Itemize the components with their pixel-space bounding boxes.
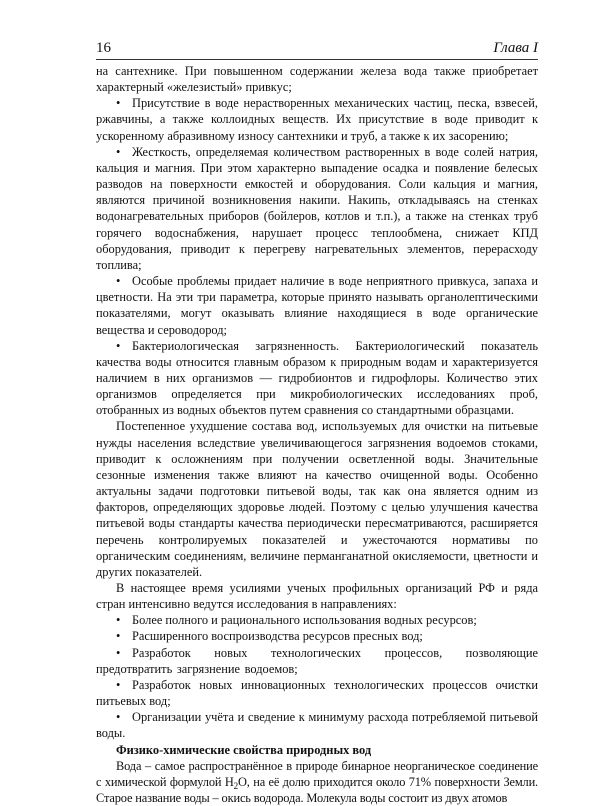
list-item: • Разработок новых инновационных технологических процессов очистки питьевых вод; [96, 677, 538, 709]
bullet: • [116, 710, 121, 725]
list-item: • Присутствие в воде нерастворенных механических частиц, песка, взвесей, ржавчины, а также коллоидных веществ. Их присутствие в воде приводит к ускоренному абразивному износу сантехники и труб, а также к их засорению; [96, 96, 538, 143]
bullet: • [116, 629, 121, 644]
bullet: • [116, 96, 121, 111]
bullet: • [116, 613, 121, 628]
list-item: • Организации учёта и сведение к минимуму расхода потребляемой питьевой воды. [96, 710, 538, 741]
bullet: • [116, 144, 121, 159]
chapter-title: Глава I [493, 40, 538, 56]
section-heading: Физико-химические свойства природных вод [116, 742, 372, 757]
bullet: • [116, 645, 121, 660]
bullet: • [116, 274, 121, 289]
subscript: 2 [233, 780, 238, 791]
list-item: • Более полного и рационального использования водных ресурсов; [116, 613, 477, 628]
page-header [96, 38, 538, 58]
paragraph: на сантехнике. При повышенном содержании железа вода также приобретает характерный «железистый» привкус; [96, 64, 538, 95]
paragraph: В настоящее время усилиями ученых профильных организаций РФ и ряда стран интенсивно ведутся исследования в направлениях: [96, 581, 538, 612]
list-item: • Жесткость, определяемая количеством растворенных в воде солей натрия, кальция и магния. При этом характерно выпадение осадка и появление белесых разводов на поверхности емкостей и оборудования. Соли кальция и магния, являются причиной возникновения накипи. Накипь, откладываясь на стенках водонагревательных приборов (бойлеров, котлов и т.п.), а также на стенках труб горячего водоснабжения, нарушает процесс теплообмена, снижает КПД оборудования, приводит к перегреву нагревательных элементов, перерасходу топлива; [96, 144, 538, 272]
header-rule [96, 59, 538, 60]
body-text [96, 63, 538, 806]
list-item: • Бактериологическая загрязненность. Бактериологический показатель качества воды относится главным образом к природным водам и характеризуется наличием в них организмов — гидробионтов и гидрофлоры. Количество этих организмов определяется при микробиологических исследованиях проб, отобранных из водных объектов путем сравнения со стандартными образцами. [96, 338, 538, 418]
list-item: • Разработок новых технологических процессов, позволяющие предотвратить загрязнение водоемов; [96, 645, 538, 676]
page-number: 16 [96, 40, 111, 56]
bullet: • [116, 338, 121, 353]
list-item: • Особые проблемы придает наличие в воде неприятного привкуса, запаха и цветности. На эти три параметра, которые принято называть органолептическими показателями, могут оказывать влияние находящиеся в воде органические вещества и сероводород; [96, 274, 538, 337]
paragraph: Вода – самое распространённое в природе бинарное неорганическое соединение с химической формулой $H_2O$, на её долю приходится около 71% поверхности Земли. Старое название воды – окись водорода. Молекула воды состоит из двух атомов [96, 758, 539, 805]
list-item: • Расширенного воспроизводства ресурсов пресных вод; [116, 629, 423, 644]
bullet: • [116, 677, 121, 692]
paragraph: Постепенное ухудшение состава вод, используемых для очистки на питьевые нужды населения вследствие увеличивающегося загрязнения водоемов стоками, приводит к осложнениям при получении осветленной воды. Значительные сезонные изменения также влияют на качество очищенной воды. Особенно актуальны задачи подготовки питьевой воды, так как она является одним из факторов, определяющих здоровье людей. Поэтому с целью улучшения качества питьевой воды стандарты качества периодически пересматриваются, расширяется перечень контролируемых показателей и ужесточаются нормативы по органическим соединениям, величине перманганатной окисляемости, цветности и других показателей. [96, 419, 538, 579]
